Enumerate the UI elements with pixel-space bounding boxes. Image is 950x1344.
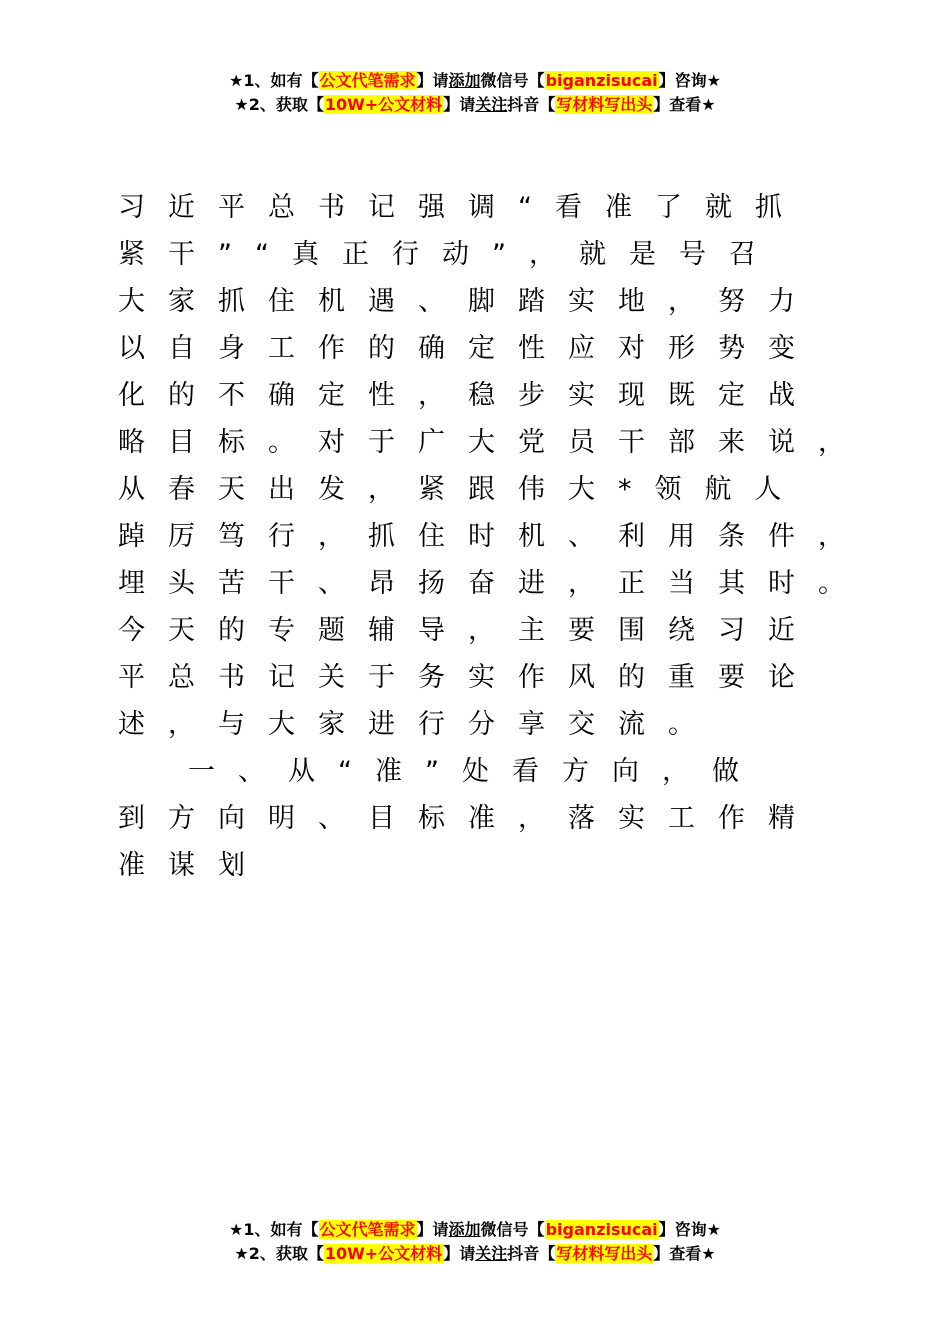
body-line: 平总书记关于务实作风的重要论 (118, 662, 818, 693)
promo-text: 抖音【 (507, 1244, 556, 1263)
promo-text: 】查看★ (653, 1244, 716, 1263)
promo-text: 】咨询★ (658, 1220, 721, 1239)
body-line: 从春天出发，紧跟伟大*领航人 (118, 474, 805, 505)
promo-highlight: 公文代笔需求 (319, 1220, 416, 1239)
header-promo (0, 69, 950, 117)
footer-promo-line-1 (0, 1218, 950, 1242)
douyin-name-highlight: 写材料写出头 (556, 95, 653, 114)
body-line: 以自身工作的确定性应对形势变 (118, 333, 818, 364)
body-line: 埋头苦干、昂扬奋进，正当其时。 (118, 568, 868, 599)
promo-text: ★1、如有【 (229, 71, 319, 90)
wechat-id-highlight: biganzisucai (545, 71, 658, 90)
promo-text: 微信号【 (480, 1220, 545, 1239)
wechat-id-highlight: biganzisucai (545, 1220, 658, 1239)
footer-promo (0, 1218, 950, 1266)
promo-text: 】请 (443, 1244, 476, 1263)
promo-text: 】请 (416, 71, 449, 90)
promo-highlight: 10W+公文材料 (324, 1244, 443, 1263)
body-line: 化的不确定性，稳步实现既定战 (118, 380, 818, 411)
promo-text: 微信号【 (480, 71, 545, 90)
section-heading-cont: 准谋划 (118, 850, 268, 881)
promo-text: ★2、获取【 (234, 1244, 324, 1263)
body-line: 述，与大家进行分享交流。 (118, 709, 718, 740)
promo-text: ★2、获取【 (234, 95, 324, 114)
promo-underline: 关注 (475, 1244, 508, 1263)
body-line: 习近平总书记强调“看准了就抓 (118, 192, 805, 223)
promo-underline: 关注 (475, 95, 508, 114)
promo-text: 】请 (443, 95, 476, 114)
header-promo-line-2 (0, 93, 950, 117)
promo-text: 】查看★ (653, 95, 716, 114)
body-line: 紧干”“真正行动”，就是号召 (118, 239, 779, 270)
header-promo-line-1 (0, 69, 950, 93)
body-line: 今天的专题辅导，主要围绕习近 (118, 615, 818, 646)
promo-underline: 添加 (448, 71, 481, 90)
promo-text: ★1、如有【 (229, 1220, 319, 1239)
body-line: 略目标。对于广大党员干部来说， (118, 427, 868, 458)
douyin-name-highlight: 写材料写出头 (556, 1244, 653, 1263)
promo-underline: 添加 (448, 1220, 481, 1239)
section-heading-cont: 到方向明、目标准，落实工作精 (118, 803, 818, 834)
promo-highlight: 10W+公文材料 (324, 95, 443, 114)
promo-text: 】请 (416, 1220, 449, 1239)
promo-highlight: 公文代笔需求 (319, 71, 416, 90)
body-line: 大家抓住机遇、脚踏实地，努力 (118, 286, 818, 317)
document-body (118, 184, 878, 889)
footer-promo-line-2 (0, 1242, 950, 1266)
promo-text: 】咨询★ (658, 71, 721, 90)
section-heading: 一、从“准”处看方向，做 (188, 756, 762, 787)
promo-text: 抖音【 (507, 95, 556, 114)
body-line: 踔厉笃行，抓住时机、利用条件， (118, 521, 868, 552)
